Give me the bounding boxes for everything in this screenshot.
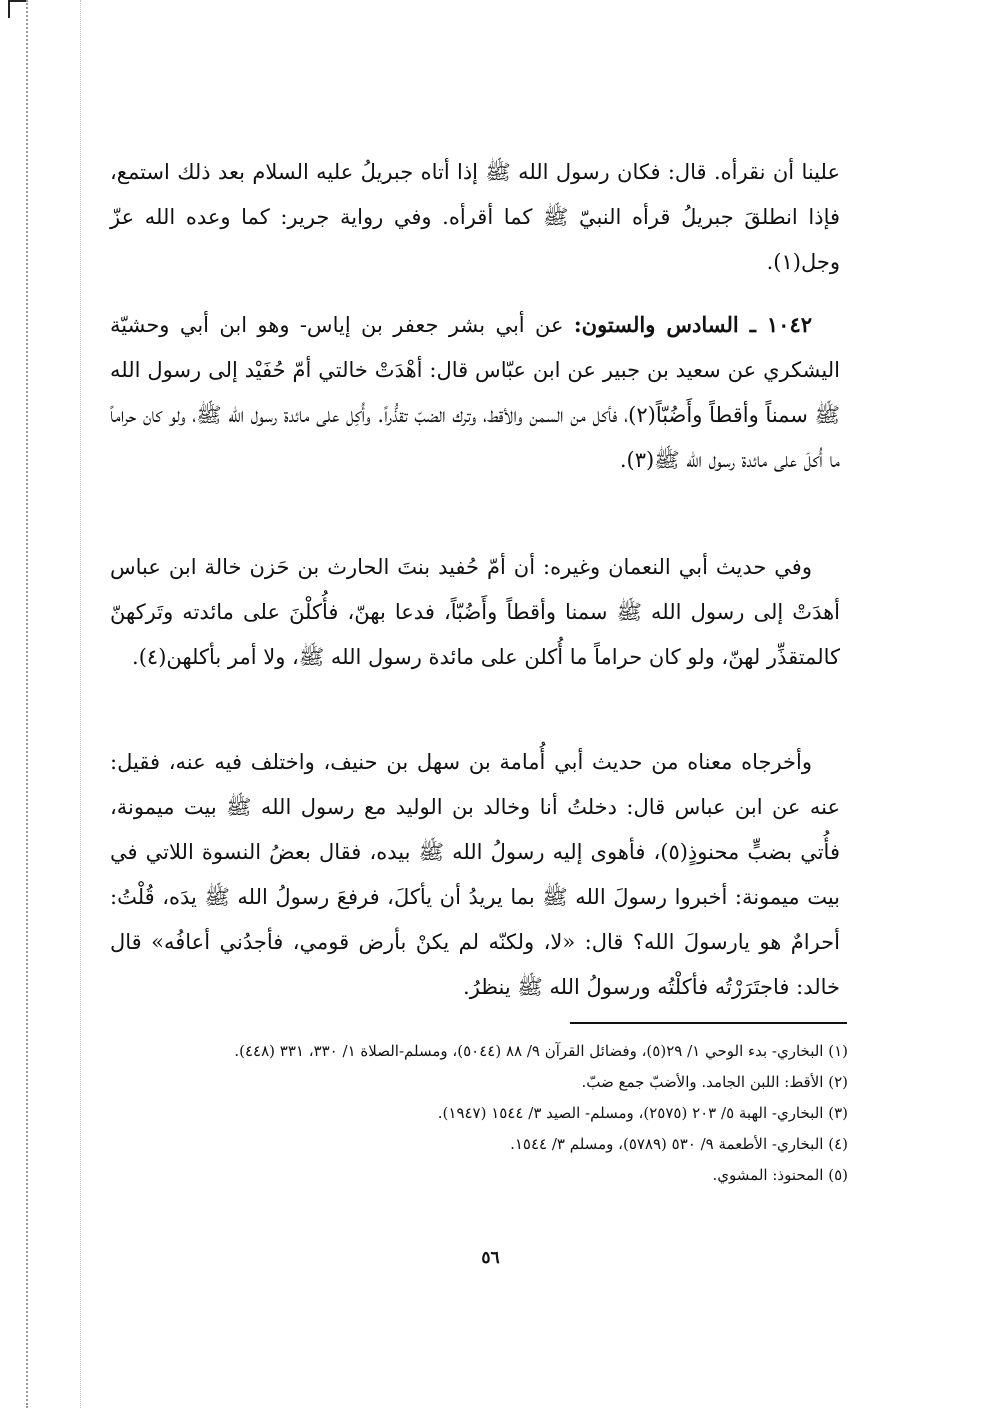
footnote-2: (٢) الأقط: اللبن الجامد. والأضبّ جمع ضبّ.: [581, 1073, 848, 1091]
paragraph-1: [110, 150, 840, 285]
page-number: ٥٦: [481, 1248, 500, 1268]
paragraph-4-text: وأخرجاه معناه من حديث أبي أُمامة بن سهل بن حنيف، واختلف فيه عنه، فقيل: عنه عن ابن عباس قال: دخلتُ أنا وخالد بن الوليد مع رسول الله ﷺ بيت ميمونة، فأُتي بضبٍّ محنوذٍ(٥)، فأهوى إليه رسولُ الله ﷺ بيده، فقال بعضُ النسوة اللاتي في بيت ميمونة: أخبروا رسولَ الله ﷺ بما يريدُ أن يأكلَ، فرفعَ رسولُ الله ﷺ يدَه، قُلْتُ: أحرامٌ هو يارسولَ الله؟ قال: «لا، ولكنّه لم يكنْ بأرض قومي، فأجدُني أعافُه» قال خالد: فاجتَرَرْتُه فأكلْتُه ورسولُ الله ﷺ ينظرُ.: [110, 750, 840, 999]
footnote-separator: [570, 1022, 847, 1024]
footnote-4: (٤) البخاري- الأطعمة ٩/ ٥٣٠ (٥٧٨٩)، ومسلم ٣/ ١٥٤٤.: [510, 1135, 848, 1153]
paragraph-1-text: علينا أن نقرأه. قال: فكان رسول الله ﷺ إذا أتاه جبريلُ عليه السلام بعد ذلك استمع، فإذا انطلقَ جبريلُ قرأه النبيّ ﷺ كما أقرأه. وفي رواية جرير: كما وعده الله عزّ وجل(١).: [110, 160, 840, 274]
footnote-1: (١) البخاري- بدء الوحي ١/ ٢٩(٥)، وفضائل القرآن ٩/ ٨٨ (٥٠٤٤)، ومسلم-الصلاة ١/ ٣٣٠، ٣٣١ (٤٤٨).: [234, 1042, 848, 1060]
hadith-number-heading: ١٠٤٢ ـ السادس والستون:: [573, 312, 813, 337]
paragraph-3-text: وفي حديث أبي النعمان وغيره: أن أمّ حُفيد بنتَ الحارث بن حَزن خالة ابن عباس أهدَتْ إلى رسول الله ﷺ سمنا وأقطاً وأَضُبّاً، فدعا بهنّ، فأُكلْنَ على مائدته وتَركهنّ كالمتقذِّر لهنّ، ولو كان حراماً ما أُكلن على مائدة رسول الله ﷺ، ولا أمر بأكلهن(٤).: [110, 555, 840, 669]
paragraph-2: [110, 302, 840, 483]
paragraph-2-text: عن أبي بشر جعفر بن إياس- وهو ابن أبي وحشيّة اليشكري عن سعيد بن جبير عن ابن عبّاس قال: أهْدَتْ خالتي أمّ حُفَيْد إلى رسول الله ﷺ سمناً وأقطاً وأَضُبّاً(٢)، فأكل من السمن والأقط، وترك الضبّ تقذُّراً. وأُكِل على مائدة رسول الله ﷺ، ولو كان حراماً ما أُكلَ على مائدة رسول الله ﷺ(٣).: [110, 313, 840, 472]
scan-binding-dots-faint: [80, 0, 81, 1408]
scan-binding-dots: [26, 0, 28, 1408]
scan-corner-mark: [8, 0, 10, 18]
scan-corner-mark: [8, 0, 26, 2]
paragraph-3: [110, 545, 840, 680]
footnote-5: (٥) المحنوذ: المشوي.: [712, 1166, 848, 1184]
footnote-3: (٣) البخاري- الهبة ٥/ ٢٠٣ (٢٥٧٥)، ومسلم- الصيد ٣/ ١٥٤٤ (١٩٤٧).: [437, 1104, 848, 1122]
footnotes-list: [110, 1036, 848, 1191]
paragraph-4: [110, 740, 840, 1010]
